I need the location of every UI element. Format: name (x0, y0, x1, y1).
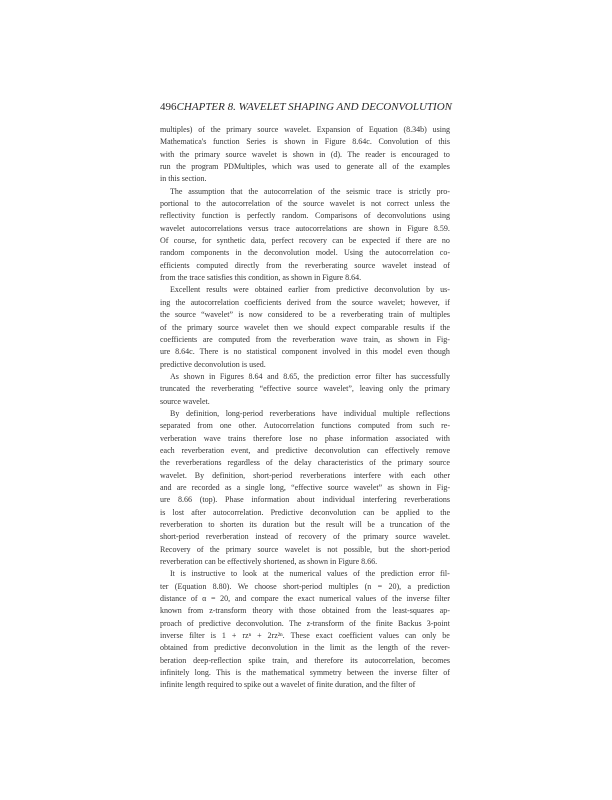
body-text (160, 124, 450, 692)
paragraph (160, 124, 450, 186)
text-line: reflectivity function is perfectly random. Comparisons of deconvolutions using (160, 211, 450, 221)
text-line: obtained from predictive deconvolution in the limit as the length of the rever- (160, 643, 450, 653)
text-line: Recovery of the primary source wavelet is not possible, but the short-period (160, 544, 450, 554)
text-line: Of course, for synthetic data, perfect recovery can be expected if there are no (160, 236, 450, 246)
text-line: each reverberation event, and predictive deconvolution can effectively remove (160, 445, 450, 455)
text-line: and are recorded as a single long, “effective source wavelet” as shown in Fig- (160, 482, 450, 492)
paragraph (160, 284, 450, 370)
text-line: ure 8.64c. There is no statistical component involved in this model even though (160, 347, 450, 357)
text-line: separated from one other. Autocorrelation functions computed from such re- (160, 421, 450, 431)
text-line: portional to the autocorrelation of the source wavelet is not correct unless the (160, 199, 450, 209)
text-line: inverse filter is 1 + rzⁿ + 2rz²ⁿ. These exact coefficient values can only be (160, 631, 450, 641)
running-title: CHAPTER 8. WAVELET SHAPING AND DECONVOLUTION (176, 101, 452, 113)
text-line: reverberation can be effectively shortened, as shown in Figure 8.66. (160, 557, 378, 567)
text-line: It is instructive to look at the numerical values of the prediction error fil- (170, 569, 450, 579)
text-line: run the program PDMultiples, which was used to generate all of the examples (160, 162, 450, 172)
text-line: random components in the deconvolution model. Using the autocorrelation co- (160, 248, 450, 258)
text-line: from the trace satisfies this condition, as shown in Figure 8.64. (160, 273, 362, 283)
paragraph (160, 408, 450, 568)
text-line: ure 8.66 (top). Phase information about individual interfering reverberations (160, 495, 450, 505)
text-line: coefficients are computed from the reverberation wave train, as shown in Fig- (160, 334, 450, 344)
text-line: is lost after autocorrelation. Predictive deconvolution can be applied to the (160, 507, 450, 517)
text-line: ing the autocorrelation coefficients derived from the source wavelet; however, if (160, 297, 450, 307)
text-line: the source “wavelet” is now considered to be a reverberating train of multiples (160, 310, 450, 320)
page-header (160, 101, 452, 115)
text-line: efficients computed directly from the reverberating source wavelet instead of (160, 260, 450, 270)
text-line: in this section. (160, 174, 207, 184)
text-line: proach of predictive deconvolution. The z-transform of the finite Backus 3-point (160, 618, 450, 628)
text-line: predictive deconvolution is used. (160, 359, 266, 369)
text-line: source wavelet. (160, 396, 210, 406)
text-line: As shown in Figures 8.64 and 8.65, the prediction error filter has successfully (170, 371, 450, 381)
text-line: with the primary source wavelet is shown in (d). The reader is encouraged to (160, 149, 450, 159)
text-line: reverberation to shorten its duration but the result will be a truncation of the (160, 520, 450, 529)
text-line: short-period reverberation instead of recovery of the primary source wavelet. (160, 532, 450, 542)
text-line: distance of α = 20, and compare the exact numerical values of the inverse filter (160, 594, 450, 604)
text-line: wavelet autocorrelations versus trace autocorrelations are shown in Figure 8.59. (160, 223, 450, 233)
text-line: The assumption that the autocorrelation of the seismic trace is strictly pro- (170, 186, 450, 196)
text-line: the reverberations regardless of the delay characteristics of the primary source (160, 458, 450, 468)
text-line: Mathematica's function Series is shown in Figure 8.64c. Convolution of this (160, 137, 450, 147)
text-line: truncated the reverberating “effective source wavelet”, leaving only the primary (160, 384, 450, 394)
paragraph (160, 371, 450, 408)
page-number: 496 (160, 101, 177, 113)
text-line: Excellent results were obtained earlier from predictive deconvolution by us- (170, 285, 450, 295)
text-line: known from z-transform theory with those obtained from the least-squares ap- (160, 606, 450, 616)
text-line: ter (Equation 8.80). We choose short-period multiples (n = 20), a prediction (160, 581, 450, 591)
text-line: wavelet. By definition, short-period reverberations interfere with each other (160, 470, 450, 480)
text-line: of the primary source wavelet then we should expect comparable results if the (160, 322, 450, 332)
text-line: beration deep-reflection spike train, and therefore its autocorrelation, becomes (160, 655, 450, 665)
paragraph (160, 186, 450, 285)
text-line: infinitely long. This is the mathematical symmetry between the inverse filter of (160, 668, 450, 678)
text-line: By definition, long-period reverberations have individual multiple reflections (170, 408, 450, 418)
text-line: infinite length required to spike out a wavelet of finite duration, and the filter of (160, 680, 416, 690)
text-line: verberation wave trains therefore lose no phase information associated with (160, 433, 450, 443)
text-line: multiples) of the primary source wavelet. Expansion of Equation (8.34b) using (160, 125, 450, 134)
paragraph (160, 568, 450, 691)
